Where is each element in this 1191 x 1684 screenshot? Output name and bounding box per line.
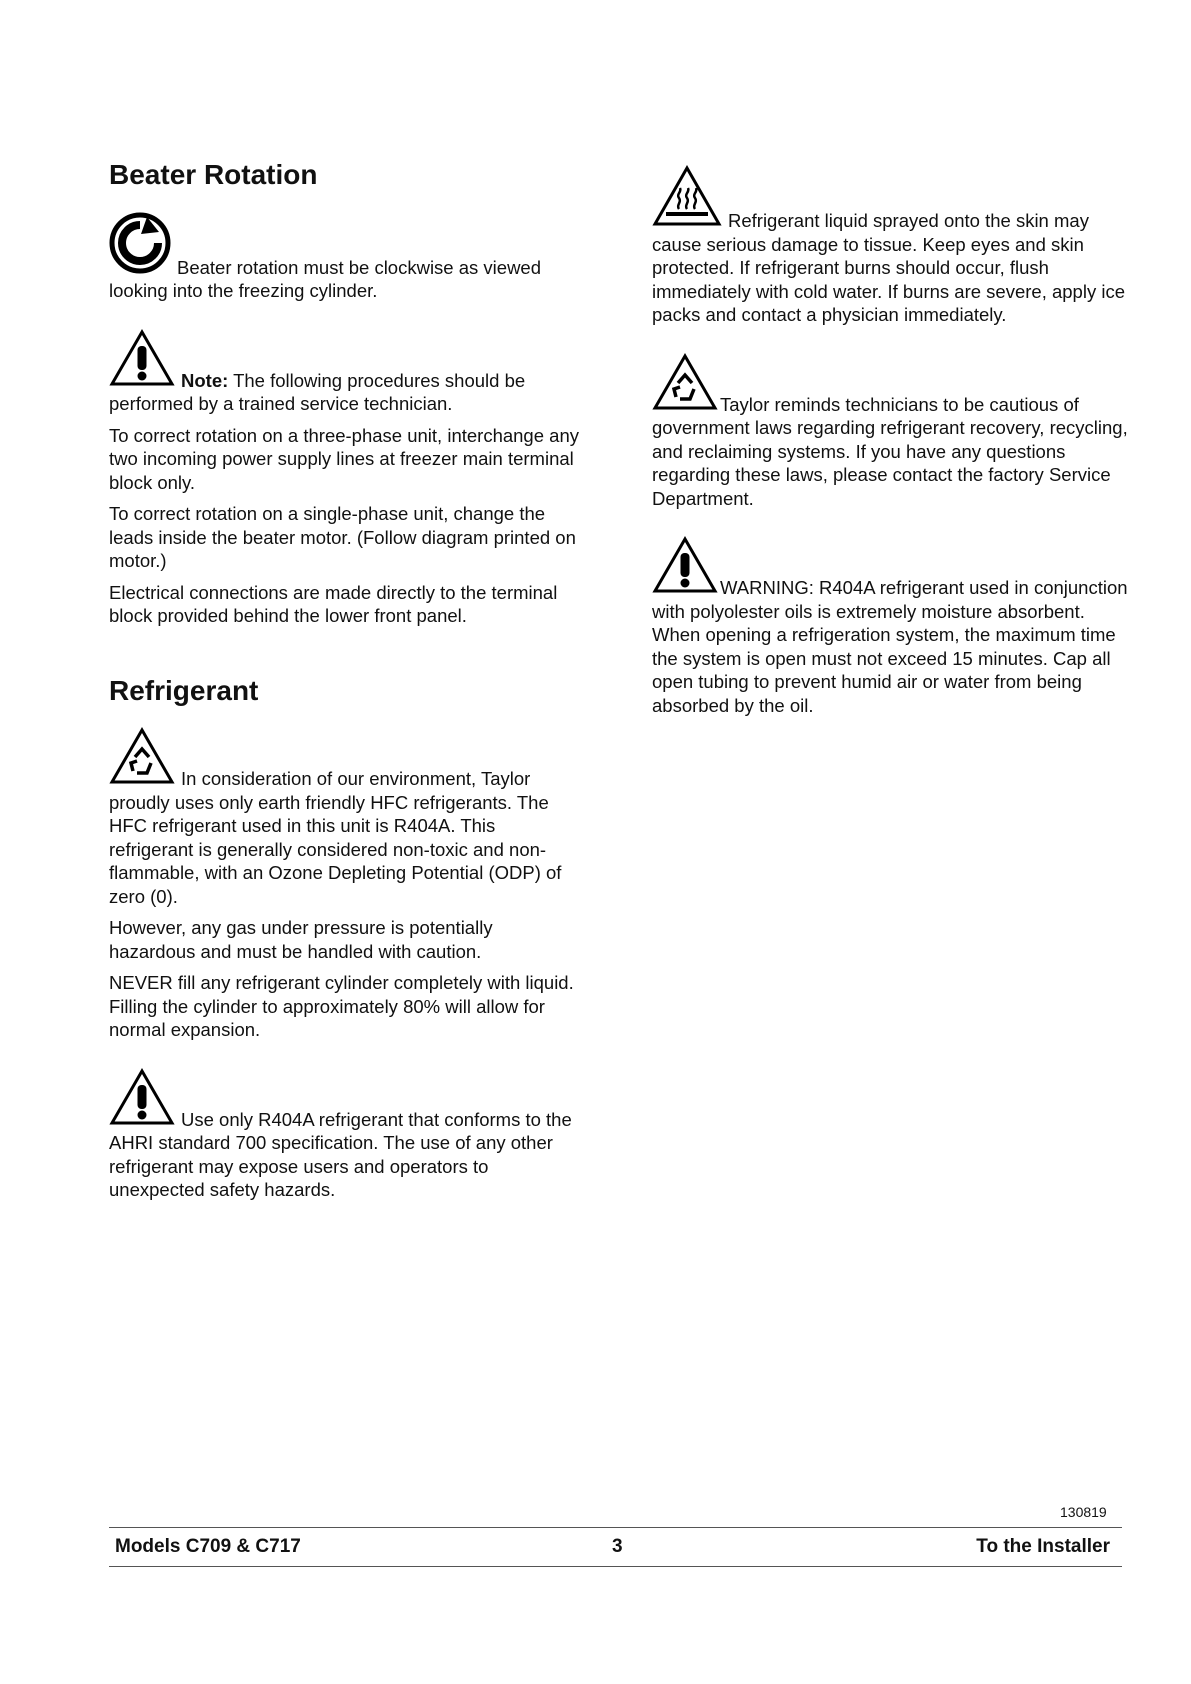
laws-paragraph	[652, 353, 1128, 511]
environment-paragraph	[109, 727, 581, 908]
electrical-paragraph: Electrical connections are made directly to the terminal block provided behind the lower front panel.	[109, 581, 558, 627]
left-column	[109, 158, 581, 1210]
use-only-paragraph	[109, 1068, 581, 1202]
rotation-text: Beater rotation must be clockwise as viewed looking into the freezing cylinder.	[109, 256, 542, 302]
hot-surface-icon	[652, 165, 722, 227]
note-text: The following procedures should be performed by a trained service technician.	[109, 369, 526, 415]
warning-exclamation-icon	[109, 329, 175, 387]
laws-text: Taylor reminds technicians to be cautious of government laws regarding refrigerant recovery, recycling, and reclaiming systems. If you have any questions regarding these laws, please contact the factory Service Department.	[652, 393, 1128, 509]
rotation-paragraph	[109, 212, 581, 303]
three-phase-paragraph: To correct rotation on a three-phase unit, interchange any two incoming power supply lines at freezer main terminal block only.	[109, 424, 579, 493]
recycle-triangle-icon	[109, 727, 175, 785]
beater-rotation-heading: Beater Rotation	[109, 159, 318, 190]
warning-exclamation-icon	[109, 1068, 175, 1126]
footer-section: To the Installer	[976, 1536, 1110, 1557]
note-label: Note:	[181, 369, 229, 391]
right-column	[652, 165, 1128, 725]
clockwise-rotation-icon	[109, 212, 171, 274]
footer-page-number: 3	[612, 1536, 623, 1557]
recycle-triangle-icon	[652, 353, 718, 411]
warning-text: WARNING: R404A refrigerant used in conjunction with polyolester oils is extremely moisture absorbent. When opening a refrigeration system, the maximum time the system is open must not exceed 15 minutes. Cap all open tubing to prevent humid air or water from being absorbed by the oil.	[652, 577, 1128, 716]
spray-text: Refrigerant liquid sprayed onto the skin may cause serious damage to tissue. Keep eyes and skin protected. If refrigerant burns should occur, flush immediately with cold water. If burns are severe, apply ice packs and contact a physician immediately.	[652, 210, 1125, 325]
refrigerant-heading: Refrigerant	[109, 674, 259, 706]
date-code: 130819	[1060, 1504, 1107, 1520]
gas-paragraph: However, any gas under pressure is potentially hazardous and must be handled with caution.	[109, 917, 493, 962]
spray-paragraph	[652, 165, 1128, 327]
page-footer	[109, 1527, 1122, 1567]
note-paragraph	[109, 329, 581, 416]
single-phase-paragraph: To correct rotation on a single-phase unit, change the leads inside the beater motor. (Follow diagram printed on motor.)	[109, 503, 576, 572]
use-only-text: Use only R404A refrigerant that conforms to the AHRI standard 700 specification. The use of any other refrigerant may expose users and operators to unexpected safety hazards.	[109, 1108, 572, 1201]
never-fill-paragraph: NEVER fill any refrigerant cylinder completely with liquid. Filling the cylinder to approximately 80% will allow for normal expansion.	[109, 972, 574, 1041]
warning-exclamation-icon	[652, 536, 718, 594]
warning-paragraph	[652, 536, 1128, 717]
environment-text: In consideration of our environment, Taylor proudly uses only earth friendly HFC refrigerants. The HFC refrigerant used in this unit is R404A. This refrigerant is generally considered non-toxic and non-flammable, with an Ozone Depleting Potential (ODP) of zero (0).	[109, 768, 562, 907]
footer-models: Models C709 & C717	[115, 1536, 301, 1557]
